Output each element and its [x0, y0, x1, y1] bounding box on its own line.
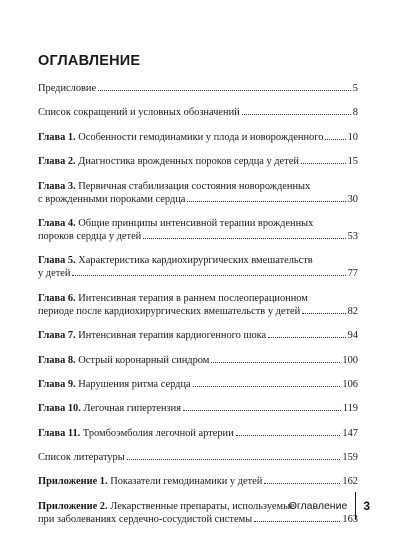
toc-dot-leader	[302, 313, 345, 314]
toc-dot-leader	[325, 139, 345, 140]
toc-entry-line	[38, 305, 358, 318]
toc-entry-title-text: Характеристика кардиохирургических вмешательств	[78, 255, 313, 267]
toc-entry-page-number: 163	[342, 513, 358, 525]
toc-entry-page-number: 100	[342, 354, 358, 366]
toc-entry-chapter: Глава 2.	[38, 156, 76, 168]
toc-dot-leader	[98, 90, 351, 91]
toc-entry-text: Интенсивная терапия кардиогенного шока	[78, 330, 267, 342]
toc-entry-page-number: 15	[347, 156, 358, 168]
toc-entry-label	[38, 193, 185, 206]
toc-entry[interactable]	[38, 131, 358, 144]
toc-entry-text: Диагностика врожденных пороков сердца у детей	[78, 156, 299, 168]
toc-entry[interactable]	[38, 402, 358, 415]
toc-dot-leader	[211, 362, 340, 363]
toc-entry-text: Тромбоэмболия легочной артерии	[82, 427, 234, 439]
toc-entry-chapter: Глава 4.	[38, 217, 76, 229]
toc-entry[interactable]	[38, 155, 358, 168]
toc-entry-chapter: Глава 1.	[38, 131, 76, 143]
toc-entry-title-text: Интенсивная терапия в раннем послеоперационном	[78, 292, 308, 304]
toc-dot-leader	[254, 521, 340, 522]
toc-entry-label	[38, 378, 191, 391]
toc-entry-label	[38, 354, 209, 367]
toc-entry-label	[38, 451, 125, 464]
toc-entry[interactable]	[38, 329, 358, 342]
toc-entry-line	[38, 329, 358, 342]
toc-entry-label	[38, 230, 141, 243]
toc-entry-text: Показатели гемодинамики у детей	[110, 476, 263, 488]
toc-entry-line	[38, 193, 358, 206]
toc-entry-page-number: 162	[342, 476, 358, 488]
toc-entry-label	[38, 475, 262, 488]
toc-entry-text: Список сокращений и условных обозначений	[38, 107, 240, 119]
toc-entry-page-number: 106	[342, 378, 358, 390]
toc-entry-page-number: 5	[352, 83, 358, 94]
toc-entry-label	[38, 305, 300, 318]
footer-page-number: 3	[363, 499, 370, 513]
toc-entry-line	[38, 230, 358, 243]
toc-entry[interactable]	[38, 254, 358, 280]
toc-entry-text: Легочная гипертензия	[83, 403, 181, 415]
toc-entry-text: при заболеваниях сердечно-сосудистой системы	[38, 513, 253, 525]
footer-section-name: Оглавление	[289, 492, 357, 520]
toc-entry-line	[38, 155, 358, 168]
toc-entry-chapter: Глава 9.	[38, 378, 76, 390]
toc-entry-line	[38, 451, 358, 464]
toc-entry-line	[38, 378, 358, 391]
toc-entry-chapter: Глава 6.	[38, 292, 76, 304]
toc-entry-label	[38, 82, 96, 95]
toc-dot-leader	[236, 435, 341, 436]
toc-entry-text: периоде после кардиохирургических вмешательств у детей	[38, 305, 301, 317]
toc-entry-label	[38, 267, 70, 280]
toc-entry-label	[38, 402, 181, 415]
toc-entry-chapter: Глава 3.	[38, 180, 76, 192]
toc-entry-label	[38, 131, 323, 144]
toc-entry-line	[38, 354, 358, 367]
toc-dot-leader	[264, 483, 340, 484]
toc-entry[interactable]	[38, 354, 358, 367]
toc-dot-leader	[193, 386, 341, 387]
toc-entry-text: у детей	[38, 268, 71, 280]
toc-entry-title-line1	[38, 254, 358, 267]
toc-entry-text: Острый коронарный синдром	[78, 354, 210, 366]
toc-entry-chapter: Приложение 2.	[38, 500, 108, 512]
toc-entry[interactable]	[38, 475, 358, 488]
toc-entry-chapter: Глава 7.	[38, 330, 76, 342]
toc-entry[interactable]	[38, 427, 358, 440]
toc-entry-title-line1	[38, 217, 358, 230]
toc-entry-label	[38, 155, 299, 168]
toc-title: ОГЛАВЛЕНИЕ	[38, 53, 141, 69]
toc-entry-label	[38, 106, 240, 119]
toc-entry-line	[38, 267, 358, 280]
toc-entry-page-number: 94	[347, 330, 358, 342]
toc-entry-text: Предисловие	[38, 83, 97, 94]
toc-entry[interactable]	[38, 292, 358, 318]
toc-entry-page-number: 82	[347, 305, 358, 317]
toc-entry-line	[38, 82, 358, 95]
toc-entry-line	[38, 427, 358, 440]
toc-entry-label	[38, 329, 266, 342]
toc-dot-leader	[242, 114, 351, 115]
toc-entry-chapter: Глава 8.	[38, 354, 76, 366]
toc-dot-leader	[127, 459, 341, 460]
toc-entry-label	[38, 427, 234, 440]
toc-entry-page-number: 8	[352, 107, 358, 119]
toc-entry-title-line1	[38, 292, 358, 305]
toc-entry-line	[38, 402, 358, 415]
toc-entry-title-text: Общие принципы интенсивной терапии врожденных	[78, 217, 314, 229]
toc-dot-leader	[183, 410, 341, 411]
toc-entry[interactable]	[38, 82, 358, 95]
toc-entry-chapter: Глава 10.	[38, 403, 81, 415]
toc-dot-leader	[72, 275, 345, 276]
toc-entry-page-number: 53	[347, 230, 358, 242]
toc-dot-leader	[301, 163, 346, 164]
toc-entry[interactable]	[38, 217, 358, 243]
toc-entry[interactable]	[38, 106, 358, 119]
toc-entry-line	[38, 131, 358, 144]
toc-list	[38, 82, 358, 526]
toc-entry-text: Список литературы	[38, 452, 125, 464]
toc-entry-chapter: Глава 5.	[38, 255, 76, 267]
toc-entry-line	[38, 475, 358, 488]
toc-entry-text: пороков сердца у детей	[38, 230, 142, 242]
toc-entry[interactable]	[38, 180, 358, 206]
toc-entry-text: с врожденными пороками сердца	[38, 193, 186, 205]
toc-entry[interactable]	[38, 378, 358, 391]
toc-entry-text: Особенности гемодинамики у плода и новорожденного	[78, 131, 324, 143]
toc-entry-chapter: Приложение 1.	[38, 476, 108, 488]
toc-entry-label	[38, 513, 252, 526]
toc-entry[interactable]	[38, 451, 358, 464]
toc-dot-leader	[187, 201, 345, 202]
toc-entry-line	[38, 106, 358, 119]
toc-entry-page-number: 77	[347, 268, 358, 280]
toc-entry-page-number: 119	[342, 403, 358, 415]
toc-entry-chapter: Глава 11.	[38, 427, 81, 439]
toc-dot-leader	[143, 238, 345, 239]
toc-entry-title-text: Первичная стабилизация состояния новорожденных	[78, 180, 311, 192]
toc-dot-leader	[268, 337, 345, 338]
toc-entry-title-text: Лекарственные препараты, используемые	[110, 500, 295, 512]
toc-entry-page-number: 10	[347, 131, 358, 143]
document-page	[38, 52, 358, 537]
page-footer	[289, 492, 370, 520]
toc-entry-page-number: 147	[342, 427, 358, 439]
toc-entry-text: Нарушения ритма сердца	[78, 378, 191, 390]
toc-entry-page-number: 30	[347, 193, 358, 205]
toc-entry-page-number: 159	[342, 452, 358, 464]
toc-entry-title-line1	[38, 180, 358, 193]
